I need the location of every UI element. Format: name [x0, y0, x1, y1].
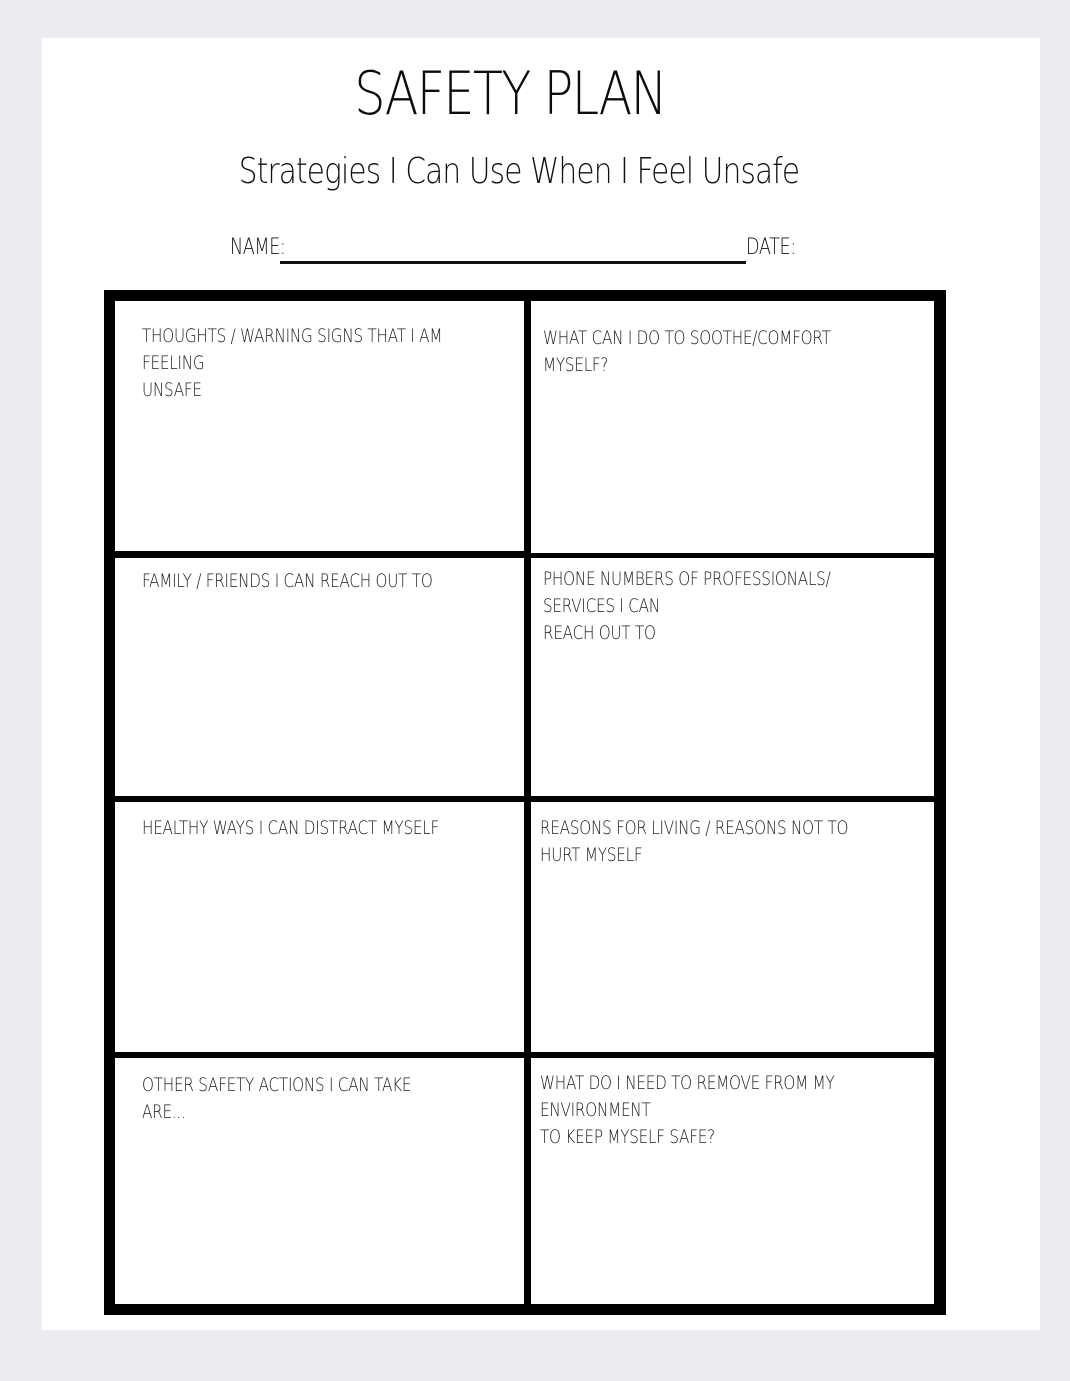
cell-label-other-actions: OTHER SAFETY ACTIONS I CAN TAKE ARE...	[142, 1074, 412, 1123]
date-label[interactable]: DATE:	[746, 235, 796, 260]
cell-professional-numbers[interactable]	[531, 558, 934, 796]
cell-label-soothe-myself: WHAT CAN I DO TO SOOTHE/COMFORT MYSELF?	[543, 327, 831, 376]
cell-label-family-friends: FAMILY / FRIENDS I CAN REACH OUT TO	[142, 570, 433, 592]
cell-label-reasons-for-living: REASONS FOR LIVING / REASONS NOT TO HURT MYSELF	[540, 817, 849, 866]
cell-other-actions[interactable]	[115, 1058, 524, 1304]
cell-label-warning-signs: THOUGHTS / WARNING SIGNS THAT I AM FEELING UNSAFE	[142, 325, 443, 401]
name-label: NAME:	[230, 235, 286, 260]
cell-family-friends[interactable]	[115, 558, 524, 796]
page-title: SAFETY PLAN	[354, 59, 666, 129]
cell-distract-myself[interactable]	[115, 802, 524, 1052]
cell-label-professional-numbers: PHONE NUMBERS OF PROFESSIONALS/ SERVICES I CAN REACH OUT TO	[543, 568, 831, 644]
cell-label-remove-environment: WHAT DO I NEED TO REMOVE FROM MY ENVIRONMENT TO KEEP MYSELF SAFE?	[540, 1072, 835, 1148]
cell-soothe-myself[interactable]	[531, 301, 934, 553]
cell-warning-signs[interactable]	[115, 301, 524, 551]
cell-label-distract-myself: HEALTHY WAYS I CAN DISTRACT MYSELF	[142, 817, 439, 839]
cell-remove-environment[interactable]	[531, 1058, 934, 1304]
page-subtitle: Strategies I Can Use When I Feel Unsafe	[238, 151, 800, 192]
name-entry-line[interactable]	[280, 261, 746, 264]
cell-reasons-for-living[interactable]	[531, 802, 934, 1052]
safety-plan-grid	[104, 290, 946, 1315]
